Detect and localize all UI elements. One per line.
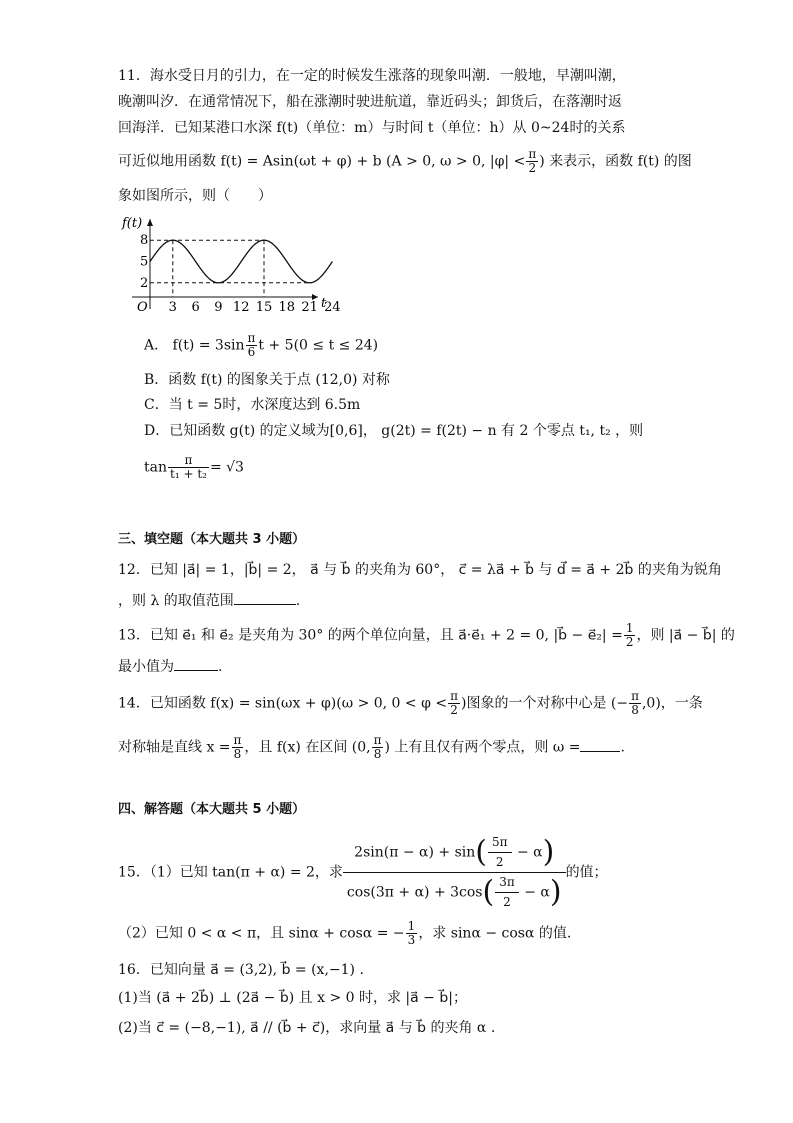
q14-frac4-num: π xyxy=(373,733,382,747)
q15-num-inner-den: 2 xyxy=(495,855,504,869)
q16-line1: 16．已知向量 a⃗ = (3,2), b⃗ = (x,−1) . xyxy=(118,962,364,978)
q14-frac4 xyxy=(372,734,384,761)
q14-frac2-den: 8 xyxy=(631,703,639,717)
q13-frac-num: 1 xyxy=(625,621,634,635)
x-tick-label: 9 xyxy=(214,300,223,315)
q11-option-b: B．函数 f(t) 的图象关于点 (12,0) 对称 xyxy=(144,372,390,388)
q14-frac4-den: 8 xyxy=(373,747,382,761)
q15-den-text: cos(3π + α) + 3cos xyxy=(346,884,483,901)
q11-option-d2-post: = √3 xyxy=(209,459,244,476)
q11-line2: 晚潮叫汐．在通常情况下，船在涨潮时驶进航道，靠近码头；卸货后，在落潮时返 xyxy=(118,94,622,110)
q14-frac3 xyxy=(232,734,244,761)
q14-frac1-num: π xyxy=(450,689,458,703)
q14-line1-post: ,0)，一条 xyxy=(641,695,703,712)
section-4-title: 四、解答题（本大题共 5 小题） xyxy=(118,802,306,817)
q15-part2-pre: （2）已知 0 < α < π，且 sinα + cosα = − xyxy=(118,925,405,942)
q12-answer-blank[interactable] xyxy=(234,590,296,605)
q15-den-minus-alpha: − α xyxy=(519,884,550,901)
x-tick-label: 3 xyxy=(168,300,177,315)
q14-frac1-den: 2 xyxy=(450,703,458,717)
y-tick-label: 2 xyxy=(140,275,149,291)
q11-option-d2-pre: tan xyxy=(144,459,167,476)
q15-denominator xyxy=(343,873,566,909)
q12-line2-end: . xyxy=(295,593,301,609)
q15-num-text: 2sin(π − α) + sin xyxy=(354,844,476,861)
y-axis-label: f(t) xyxy=(122,216,143,231)
x-tick-label: 24 xyxy=(324,300,341,315)
q11-option-a-frac xyxy=(246,332,258,359)
q11-option-d: D．已知函数 g(t) 的定义域为[0,6]， g(2t) = f(2t) − n 有 2 个零点 t₁, t₂ ，则 xyxy=(144,423,644,439)
y-tick-label: 8 xyxy=(140,233,149,249)
q14-frac2-num: π xyxy=(631,689,639,703)
q13-line1 xyxy=(118,622,735,649)
q14-frac3-num: π xyxy=(233,733,242,747)
x-tick-label: 6 xyxy=(191,300,200,315)
q13-line1-post: ，则 |a⃗ − b⃗| 的 xyxy=(636,627,735,644)
q11-option-a-den: 6 xyxy=(247,345,256,359)
q15-part1-pre: 15．（1）已知 tan(π + α) = 2，求 xyxy=(118,864,343,881)
q14-frac1 xyxy=(448,690,460,717)
q15-numerator xyxy=(343,836,566,873)
q15-num-lparen: ( xyxy=(475,834,487,870)
y-axis-arrow xyxy=(147,219,153,226)
q15-num-inner-frac xyxy=(488,836,512,869)
q14-frac2 xyxy=(629,690,641,717)
q13-line2 xyxy=(118,656,222,677)
q14-line2-mid: ，且 f(x) 在区间 (0, xyxy=(244,739,371,756)
q15-num-minus-alpha: − α xyxy=(512,844,543,861)
q14-frac3-den: 8 xyxy=(233,747,242,761)
q14-line2-end: . xyxy=(620,739,625,756)
q15-part2 xyxy=(118,920,571,947)
q15-den-inner-frac xyxy=(495,876,519,909)
q11-fraction xyxy=(526,148,538,175)
q15-num-inner-num: 5π xyxy=(488,836,512,853)
y-tick-label: 5 xyxy=(140,254,149,270)
q15-den-rparen: ) xyxy=(549,874,562,910)
q15-part2-den: 3 xyxy=(407,933,416,947)
q15-part2-frac xyxy=(406,920,418,947)
q15-part1-post: 的值； xyxy=(565,864,608,881)
q13-line1-pre: 13．已知 e⃗₁ 和 e⃗₂ 是夹角为 30° 的两个单位向量，且 a⃗·e⃗₁ + 2 = 0, |b⃗ − e⃗₂| = xyxy=(118,627,623,644)
q15-part2-num: 1 xyxy=(407,919,416,933)
q11-option-d2-num: π xyxy=(168,454,209,468)
q11-frac-num: π xyxy=(528,147,537,161)
q15-part2-post: ，求 sinα − cosα 的值. xyxy=(418,925,572,942)
q16-line2: (1)当 (a⃗ + 2b⃗) ⊥ (2a⃗ − b⃗) 且 x > 0 时，求 |a⃗ − b⃗|； xyxy=(118,990,467,1006)
q11-line4 xyxy=(118,148,692,175)
q12-line2 xyxy=(118,590,300,611)
q15-den-lparen: ( xyxy=(482,874,495,910)
q15-den-inner-num: 3π xyxy=(495,876,519,893)
x-axis-label: t xyxy=(321,296,327,311)
q15-den-inner-den: 2 xyxy=(503,895,511,909)
q11-option-a-post: t + 5(0 ≤ t ≤ 24) xyxy=(258,337,379,354)
q13-frac xyxy=(624,622,636,649)
q13-line2-text: 最小值为 xyxy=(118,659,174,675)
q15-big-fraction xyxy=(343,836,566,909)
q11-option-a-num: π xyxy=(247,331,256,345)
q13-line2-end: . xyxy=(218,659,223,675)
q11-line5: 象如图所示，则（ ） xyxy=(118,188,272,204)
q11-line1: 11．海水受日月的引力，在一定的时候发生涨落的现象叫潮．一般地，早潮叫潮， xyxy=(118,68,626,84)
section-3-title: 三、填空题（本大题共 3 小题） xyxy=(118,532,306,547)
q13-answer-blank[interactable] xyxy=(174,656,218,671)
x-tick-label: 12 xyxy=(232,300,250,315)
q11-option-d-line2 xyxy=(144,454,244,481)
q14-line2-post: ) 上有且仅有两个零点，则 ω = xyxy=(384,739,581,756)
q11-frac-den: 2 xyxy=(528,161,537,175)
q11-option-d2-frac xyxy=(168,454,209,481)
q14-line1-pre: 14．已知函数 f(x) = sin(ωx + φ)(ω > 0, 0 < φ < xyxy=(118,695,448,712)
q14-answer-blank[interactable] xyxy=(580,737,620,752)
x-tick-label: 21 xyxy=(301,300,318,315)
q12-line2-text: ，则 λ 的取值范围 xyxy=(118,593,234,609)
origin-label: O xyxy=(137,300,148,315)
q11-option-a xyxy=(144,332,378,359)
q11-option-c: C．当 t = 5时，水深度达到 6.5m xyxy=(144,397,361,413)
q11-option-a-pre: A． f(t) = 3sin xyxy=(144,337,245,354)
q14-line2 xyxy=(118,734,625,761)
q12-line1: 12．已知 |a⃗| = 1，|b⃗| = 2， a⃗ 与 b⃗ 的夹角为 60°， c⃗ = λa⃗ + b⃗ 与 d⃗ = a⃗ + 2b⃗ 的夹角为锐角 xyxy=(118,562,722,578)
x-tick-label: 18 xyxy=(278,300,296,315)
q14-line1-mid: )图象的一个对称中心是 (− xyxy=(460,695,629,712)
q11-line4-post: ) 来表示，函数 f(t) 的图 xyxy=(539,153,692,170)
q14-line2-pre: 对称轴是直线 x = xyxy=(118,739,231,756)
q11-option-d2-den: t₁ + t₂ xyxy=(170,467,207,481)
q11-line3: 回海洋．已知某港口水深 f(t)（单位：m）与时间 t（单位：h）从 0~24时的关系 xyxy=(118,120,626,136)
q14-line1 xyxy=(118,690,703,717)
q11-line4-pre: 可近似地用函数 f(t) = Asin(ωt + φ) + b (A > 0, ω > 0, |φ| < xyxy=(118,153,526,170)
q13-frac-den: 2 xyxy=(625,635,634,649)
q16-line3: (2)当 c⃗ = (−8,−1), a⃗ // (b⃗ + c⃗)，求向量 a⃗ 与 b⃗ 的夹角 α . xyxy=(118,1020,496,1036)
x-tick-label: 15 xyxy=(255,300,273,315)
tide-graph xyxy=(118,213,341,323)
q15-part1 xyxy=(118,836,608,909)
q15-num-rparen: ) xyxy=(542,834,555,870)
